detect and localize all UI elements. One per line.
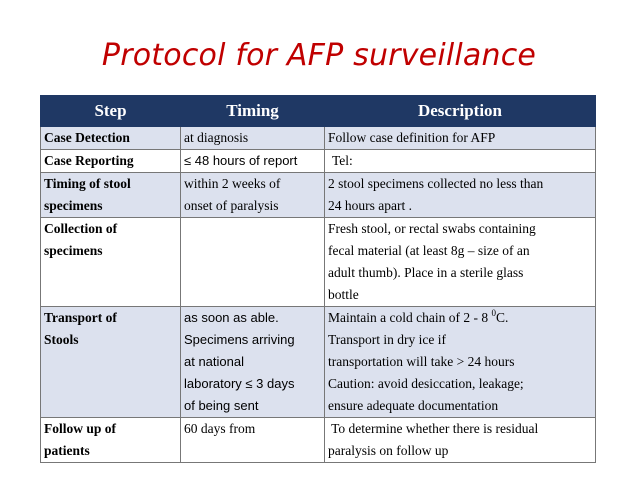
header-step: Step xyxy=(41,96,181,127)
cell-line: specimens xyxy=(44,198,103,213)
cell-line: Stools xyxy=(44,332,79,347)
table-row xyxy=(41,150,596,173)
step-cell xyxy=(41,127,181,150)
cell-line: ensure adequate documentation xyxy=(328,398,499,413)
cell-line: of being sent xyxy=(184,398,259,413)
cell-line: Timing of stool xyxy=(44,176,131,191)
table-row xyxy=(41,418,596,463)
timing-cell xyxy=(181,150,325,173)
description-cell xyxy=(325,150,596,173)
table-row xyxy=(41,218,596,307)
cell-line: specimens xyxy=(44,243,103,258)
step-cell xyxy=(41,418,181,463)
cell-line: Case Detection xyxy=(44,130,130,145)
table-row xyxy=(41,307,596,418)
cell-line: Follow up of xyxy=(44,421,117,436)
cell-line: patients xyxy=(44,443,90,458)
header-timing: Timing xyxy=(181,96,325,127)
cell-line: 24 hours apart . xyxy=(328,198,412,213)
description-cell xyxy=(325,307,596,418)
cell-line: 2 stool specimens collected no less than xyxy=(328,176,544,191)
cell-line: adult thumb). Place in a sterile glass xyxy=(328,265,524,280)
cell-line: transportation will take > 24 hours xyxy=(328,354,515,369)
page-title: Protocol for AFP surveillance xyxy=(101,38,537,73)
step-cell xyxy=(41,307,181,418)
cell-line: Fresh stool, or rectal swabs containing xyxy=(328,221,536,236)
cell-line: ≤ 48 hours of report xyxy=(184,153,298,168)
table-row xyxy=(41,173,596,218)
protocol-table xyxy=(40,95,596,463)
cell-line: onset of paralysis xyxy=(184,198,279,213)
cell-line: Case Reporting xyxy=(44,153,134,168)
timing-cell xyxy=(181,218,325,307)
header-description: Description xyxy=(325,96,596,127)
timing-cell xyxy=(181,127,325,150)
cell-line: Tel: xyxy=(332,153,353,168)
description-cell xyxy=(325,173,596,218)
cold-chain-line xyxy=(328,307,592,329)
cell-line: bottle xyxy=(328,287,359,302)
cell-line: Transport of xyxy=(44,310,117,325)
cell-line: laboratory ≤ 3 days xyxy=(184,376,295,391)
timing-cell xyxy=(181,418,325,463)
description-cell xyxy=(325,418,596,463)
cell-line: Transport in dry ice if xyxy=(328,332,446,347)
description-cell xyxy=(325,218,596,307)
cell-line: at diagnosis xyxy=(184,130,249,145)
table-header-row xyxy=(41,96,596,127)
cell-line: Follow case definition for AFP xyxy=(328,130,496,145)
cell-line: Specimens arriving xyxy=(184,332,295,347)
cell-line: at national xyxy=(184,354,244,369)
cell-line: Collection of xyxy=(44,221,118,236)
table-row xyxy=(41,127,596,150)
cell-line: as soon as able. xyxy=(184,310,279,325)
timing-cell xyxy=(181,173,325,218)
step-cell xyxy=(41,150,181,173)
cell-line: within 2 weeks of xyxy=(184,176,281,191)
step-cell xyxy=(41,218,181,307)
cell-line: 60 days from xyxy=(184,421,256,436)
cold-chain-prefix: Maintain a cold chain of 2 - 8 xyxy=(328,310,492,325)
cell-line: Caution: avoid desiccation, leakage; xyxy=(328,376,524,391)
description-cell xyxy=(325,127,596,150)
cell-line: paralysis on follow up xyxy=(328,443,449,458)
cold-chain-suffix: C. xyxy=(495,310,509,325)
timing-cell xyxy=(181,307,325,418)
cell-line: fecal material (at least 8g – size of an xyxy=(328,243,530,258)
cell-line: To determine whether there is residual xyxy=(328,421,539,436)
degree-superscript: 0 xyxy=(491,308,496,318)
step-cell xyxy=(41,173,181,218)
